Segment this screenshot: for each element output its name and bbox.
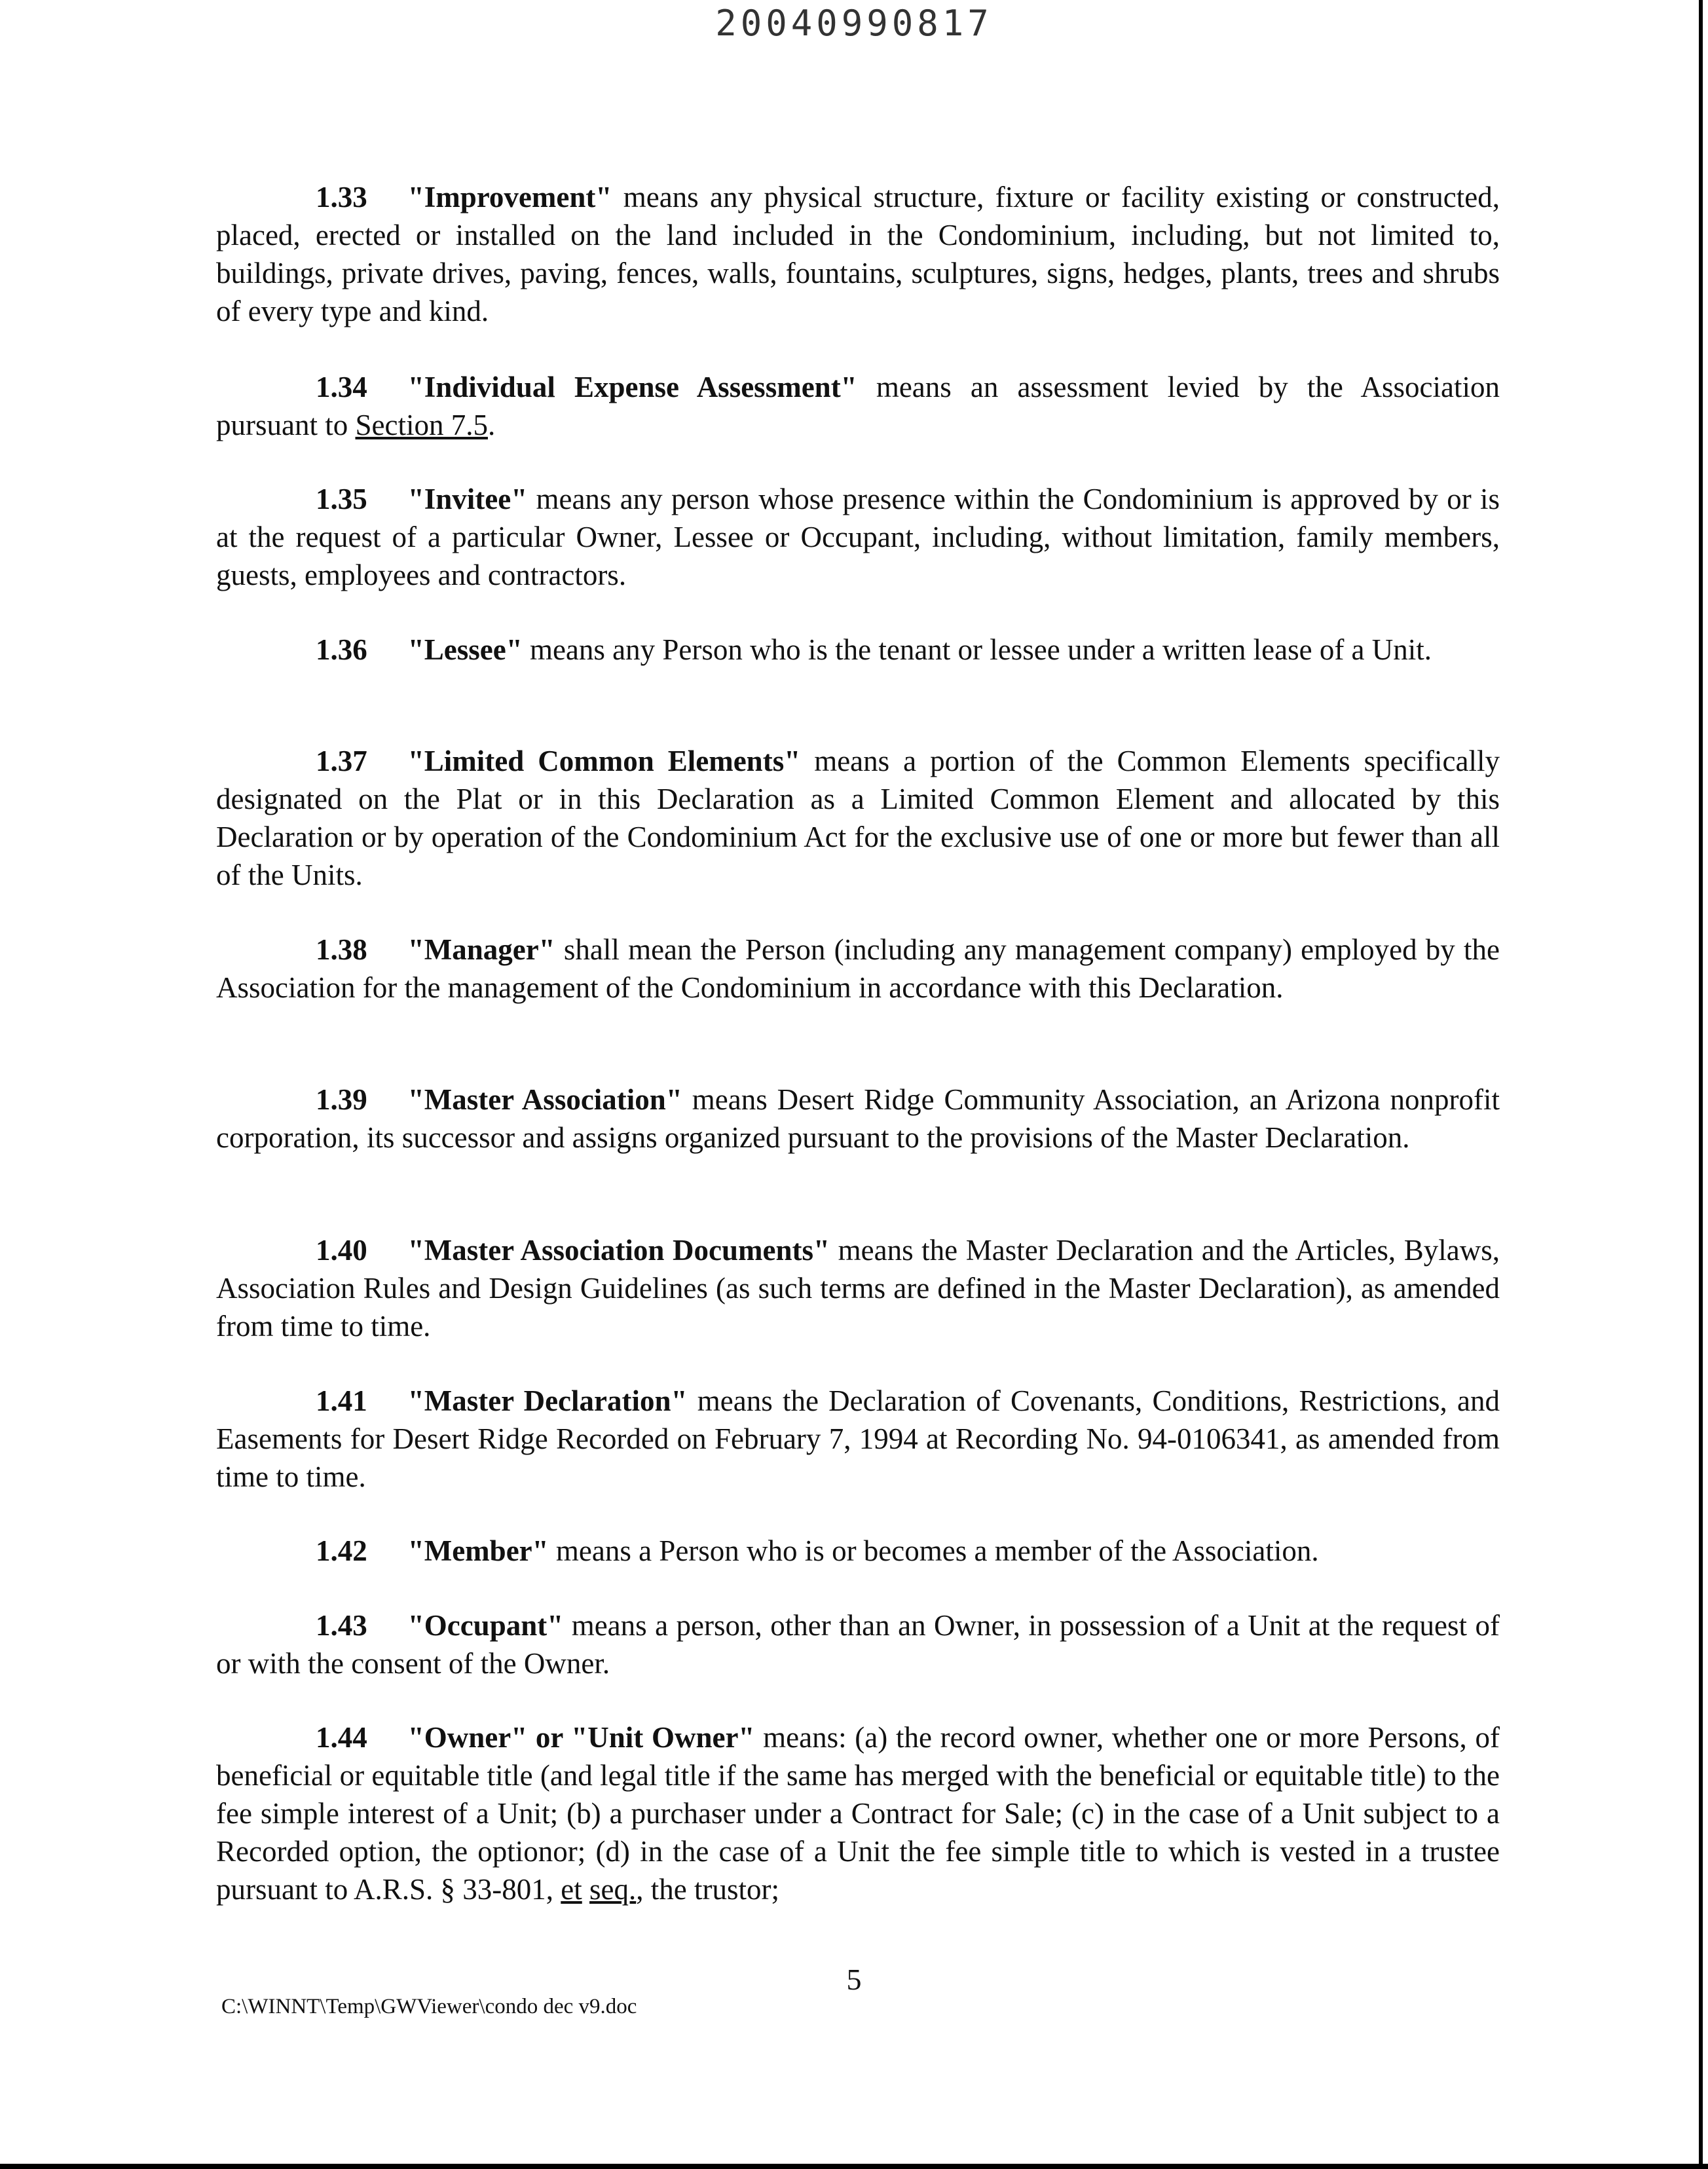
definition-text: means the Master Declaration and the Articles, Bylaws, Association Rules and Design Guidelines (as such terms are defined in the Master Declaration), as amended from time to time. <box>216 1234 1500 1343</box>
definition-text: means any person whose presence within the Condominium is approved by or is at the request of a particular Owner, Lessee or Occupant, including, without limitation, family members, guests, employees and contractors. <box>216 483 1500 591</box>
defined-term: "Limited Common Elements" <box>407 745 801 777</box>
footer-file-path: C:\WINNT\Temp\GWViewer\condo dec v9.doc <box>221 1995 637 2018</box>
definition-text: shall mean the Person (including any management company) employed by the Association for the management of the Condominium in accordance with this Declaration. <box>216 933 1500 1004</box>
defined-term: "Master Association Documents" <box>407 1234 830 1267</box>
section-1-33 <box>216 178 1500 330</box>
section-reference: Section 7.5 <box>355 409 488 441</box>
defined-term: "Master Association" <box>407 1083 682 1116</box>
section-1-37 <box>216 742 1500 894</box>
definition-text: means the Declaration of Covenants, Conditions, Restrictions, and Easements for Desert Ridge Recorded on February 7, 1994 at Recording No. 94-0106341, as amended from time to time. <box>216 1384 1500 1493</box>
definition-text: means Desert Ridge Community Association, an Arizona nonprofit corporation, its successor and assigns organized pursuant to the provisions of the Master Declaration. <box>216 1083 1500 1154</box>
section-1-38 <box>216 931 1500 1007</box>
section-number: 1.37 <box>316 745 367 777</box>
definition-text: means an assessment levied by the Association pursuant to <box>216 371 1500 441</box>
section-number: 1.38 <box>316 933 367 966</box>
section-1-35 <box>216 480 1500 594</box>
defined-term: "Manager" <box>407 933 555 966</box>
definition-text: means: (a) the record owner, whether one or more Persons, of beneficial or equitable title (and legal title if the same has merged with the beneficial or equitable title) to the fee simple interest of a Unit; (b) a purchaser under a Contract for Sale; (c) in the case of a Unit subject to a Recorded option, the optionor; (d) in the case of a Unit the fee simple title to which is vested in a trustee pursuant to A.R.S. § 33-801, <box>216 1721 1500 1906</box>
section-number: 1.44 <box>316 1721 367 1754</box>
section-number: 1.40 <box>316 1234 367 1267</box>
section-number: 1.43 <box>316 1609 367 1642</box>
section-number: 1.35 <box>316 483 367 515</box>
page-border-right <box>1699 0 1703 2169</box>
defined-term: "Individual Expense Assessment" <box>407 371 857 403</box>
defined-term: "Member" <box>407 1534 549 1567</box>
definition-text: means a person, other than an Owner, in possession of a Unit at the request of or with the consent of the Owner. <box>216 1609 1500 1680</box>
section-1-36 <box>216 631 1500 669</box>
defined-term: "Master Declaration" <box>407 1384 688 1417</box>
definition-text: means a Person who is or becomes a member of the Association. <box>548 1534 1319 1567</box>
defined-term: "Lessee" <box>407 633 523 666</box>
section-1-43 <box>216 1606 1500 1682</box>
section-1-34 <box>216 368 1500 444</box>
latin-et: et <box>561 1873 582 1906</box>
latin-seq: seq. <box>589 1873 637 1906</box>
defined-term: "Invitee" <box>407 483 528 515</box>
section-number: 1.33 <box>316 181 367 213</box>
section-number: 1.34 <box>316 371 367 403</box>
section-number: 1.36 <box>316 633 367 666</box>
definition-text-end: , the trustor; <box>636 1873 779 1906</box>
defined-term: "Owner" or "Unit Owner" <box>407 1721 755 1754</box>
definition-text: means a portion of the Common Elements specifically designated on the Plat or in this Declaration as a Limited Common Element and allocated by this Declaration or by operation of the Condominium Act for the exclusive use of one or more but fewer than all of the Units. <box>216 745 1500 891</box>
definition-text: means any Person who is the tenant or lessee under a written lease of a Unit. <box>522 633 1432 666</box>
page-border-bottom <box>0 2164 1708 2169</box>
definition-text: means any physical structure, fixture or facility existing or constructed, placed, erected or installed on the land included in the Condominium, including, but not limited to, buildings, private drives, paving, fences, walls, fountains, sculptures, signs, hedges, plants, trees and shrubs of every type and kind. <box>216 181 1500 327</box>
section-1-44 <box>216 1718 1500 1908</box>
section-1-40 <box>216 1231 1500 1345</box>
page-number: 5 <box>846 1963 862 1996</box>
section-1-41 <box>216 1382 1500 1496</box>
defined-term: "Improvement" <box>407 181 612 213</box>
defined-term: "Occupant" <box>407 1609 564 1642</box>
section-1-39 <box>216 1081 1500 1157</box>
document-number: 20040990817 <box>715 3 993 44</box>
section-1-42 <box>216 1532 1500 1570</box>
section-number: 1.39 <box>316 1083 367 1116</box>
section-number: 1.42 <box>316 1534 367 1567</box>
definition-text-end: . <box>487 409 496 441</box>
section-number: 1.41 <box>316 1384 367 1417</box>
